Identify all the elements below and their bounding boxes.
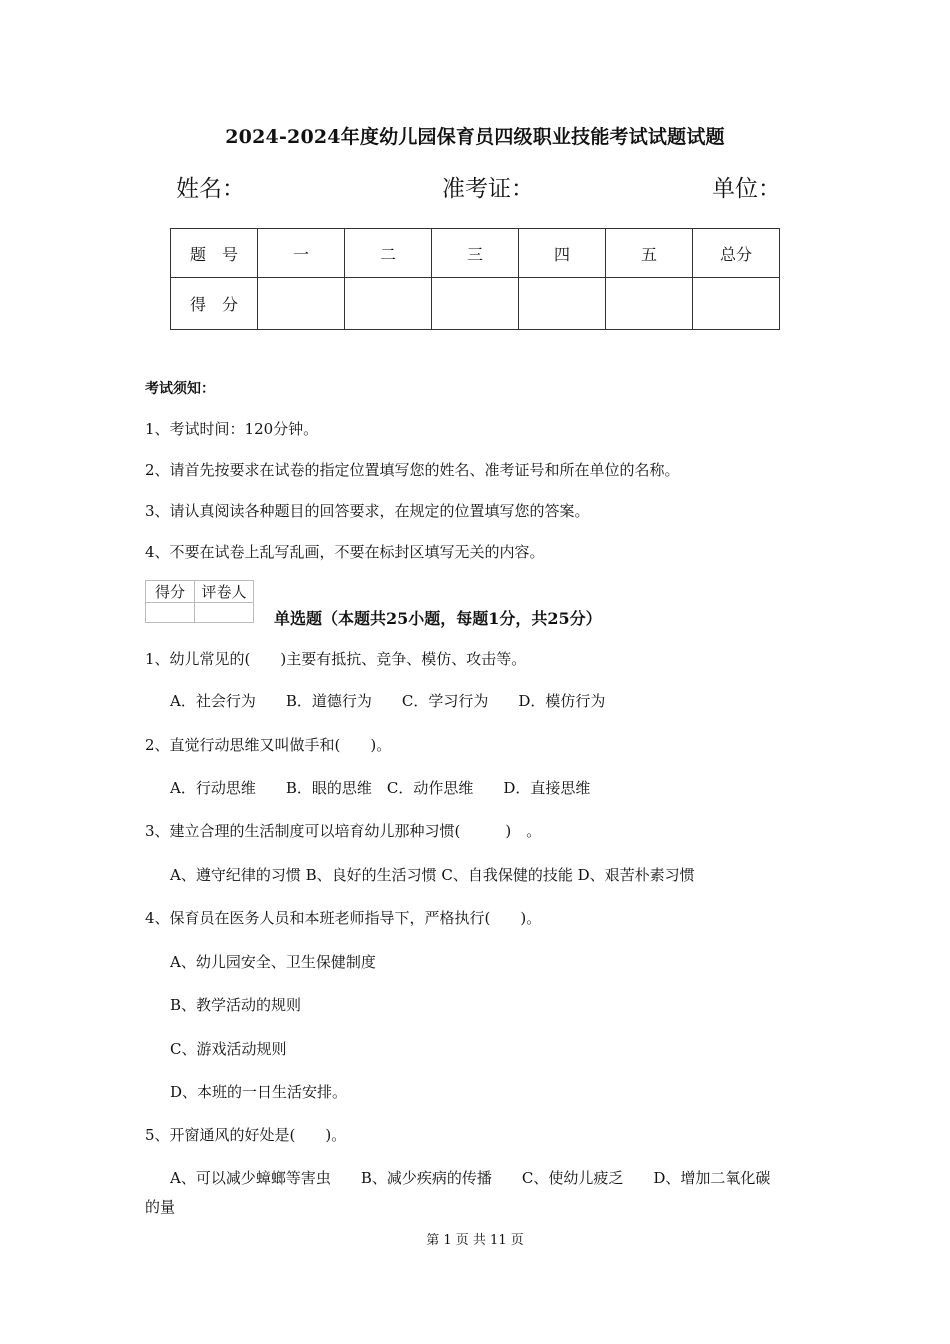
score-table-score-row (171, 278, 780, 330)
notice-item: 3、请认真阅读各种题目的回答要求，在规定的位置填写您的答案。 (145, 502, 590, 520)
question-option: C、游戏活动规则 (170, 1040, 287, 1058)
notice-item: 2、请首先按要求在试卷的指定位置填写您的姓名、准考证号和所在单位的名称。 (145, 461, 680, 479)
score-header-cell: 二 (345, 229, 432, 278)
score-row-label: 得 分 (171, 278, 258, 330)
question-stem: 5、开窗通风的好处是( )。 (145, 1126, 347, 1144)
question-options: A．社会行为 B．道德行为 C．学习行为 D．模仿行为 (170, 692, 606, 710)
question-stem: 3、建立合理的生活制度可以培育幼儿那种习惯( ) 。 (145, 822, 542, 840)
question-stem: 2、直觉行动思维又叫做手和( )。 (145, 736, 392, 754)
question-option: A、幼儿园安全、卫生保健制度 (170, 953, 376, 971)
question-option: D、本班的一日生活安排。 (170, 1083, 348, 1101)
score-header-cell: 三 (432, 229, 519, 278)
notice-item: 4、不要在试卷上乱写乱画，不要在标封区填写无关的内容。 (145, 543, 545, 561)
score-cell[interactable] (432, 278, 519, 330)
score-cell[interactable] (693, 278, 780, 330)
score-cell[interactable] (345, 278, 432, 330)
score-header-cell: 一 (258, 229, 345, 278)
page-footer: 第 1 页 共 11 页 (426, 1233, 524, 1248)
question-option: B、教学活动的规则 (170, 996, 302, 1014)
question-options-continued: 的量 (145, 1198, 176, 1216)
score-table-header-row (171, 229, 780, 278)
section-title: 单选题（本题共25小题，每题1分，共25分） (274, 609, 602, 628)
score-cell[interactable] (258, 278, 345, 330)
score-header-cell: 总分 (693, 229, 780, 278)
score-header-cell: 四 (519, 229, 606, 278)
grader-table (145, 580, 254, 623)
score-cell[interactable] (606, 278, 693, 330)
grader-score-label: 得分 (146, 581, 195, 603)
score-cell[interactable] (519, 278, 606, 330)
score-table (170, 228, 780, 330)
question-stem: 4、保育员在医务人员和本班老师指导下，严格执行( )。 (145, 909, 542, 927)
grader-score-cell[interactable] (146, 603, 195, 623)
name-field-label: 姓名： (176, 176, 245, 202)
question-stem: 1、幼儿常见的( )主要有抵抗、竞争、模仿、攻击等。 (145, 650, 527, 668)
score-header-cell: 五 (606, 229, 693, 278)
question-options: A、遵守纪律的习惯 B、良好的生活习惯 C、自我保健的技能 D、艰苦朴素习惯 (170, 866, 695, 884)
grader-name-cell[interactable] (195, 603, 254, 623)
notice-item: 1、考试时间：120分钟。 (145, 420, 319, 438)
notice-title: 考试须知： (145, 381, 215, 397)
page-title: 2024-2024年度幼儿园保育员四级职业技能考试试题试题 (225, 126, 725, 148)
question-options: A、可以减少蟑螂等害虫 B、减少疾病的传播 C、使幼儿疲乏 D、增加二氧化碳 (170, 1169, 771, 1187)
score-header-cell: 题 号 (171, 229, 258, 278)
unit-field-label: 单位： (712, 176, 781, 202)
exam-id-field-label: 准考证： (442, 176, 534, 202)
question-options: A．行动思维 B．眼的思维 C．动作思维 D．直接思维 (170, 779, 591, 797)
grader-name-label: 评卷人 (195, 581, 254, 603)
